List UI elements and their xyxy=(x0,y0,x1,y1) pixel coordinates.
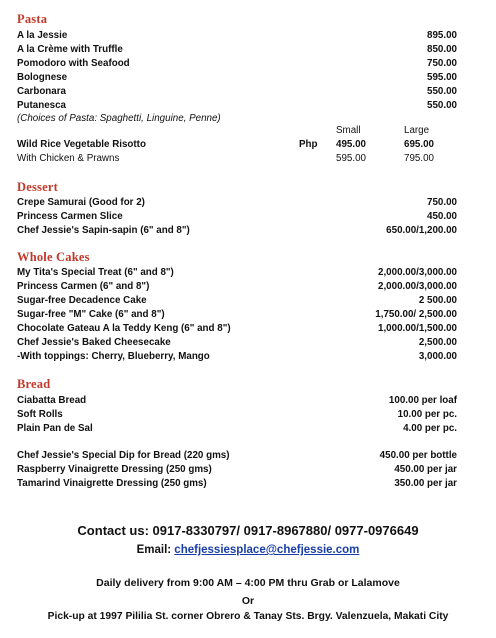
item-price: 2,000.00/3,000.00 xyxy=(378,267,457,278)
email-label: Email: xyxy=(136,544,175,556)
item-name: Princess Carmen Slice xyxy=(17,211,123,222)
item-name: Plain Pan de Sal xyxy=(17,423,93,434)
pasta-choices-note: (Choices of Pasta: Spaghetti, Linguine, Penne) xyxy=(17,113,221,124)
item-name: Raspberry Vinaigrette Dressing (250 gms) xyxy=(17,464,212,475)
item-name: Carbonara xyxy=(17,86,66,97)
item-price: 550.00 xyxy=(427,100,457,111)
currency-label: Php xyxy=(299,139,318,150)
item-price: 450.00 per bottle xyxy=(379,450,457,461)
item-price: 10.00 per pc. xyxy=(397,409,457,420)
item-name: -With toppings: Cherry, Blueberry, Mango xyxy=(17,351,210,362)
item-price: 2,000.00/3,000.00 xyxy=(378,281,457,292)
item-name: Princess Carmen (6" and 8") xyxy=(17,281,150,292)
small-size-label: Small xyxy=(336,125,361,136)
pickup-address: Pick-up at 1997 Pililia St. corner Obrero & Tanay Sts. Brgy. Valenzuela, Makati City xyxy=(47,611,449,622)
item-price: 895.00 xyxy=(427,30,457,41)
risotto-sub-small-price: 595.00 xyxy=(336,153,366,164)
item-price: 450.00 xyxy=(427,211,457,222)
item-name: Sugar-free "M" Cake (6" and 8") xyxy=(17,309,165,320)
item-name: Crepe Samurai (Good for 2) xyxy=(17,197,145,208)
item-price: 595.00 xyxy=(427,72,457,83)
item-name: Chef Jessie's Sapin-sapin (6" and 8") xyxy=(17,225,190,236)
item-name: A la Jessie xyxy=(17,30,68,41)
or-separator: Or xyxy=(241,595,255,607)
item-price: 350.00 per jar xyxy=(394,478,457,489)
whole-cakes-heading: Whole Cakes xyxy=(17,250,90,264)
item-price: 750.00 xyxy=(427,58,457,69)
item-price: 750.00 xyxy=(427,197,457,208)
item-price: 100.00 per loaf xyxy=(388,395,457,406)
item-price: 2 500.00 xyxy=(418,295,457,306)
item-name: My Tita's Special Treat (6" and 8") xyxy=(17,267,174,278)
item-name: Soft Rolls xyxy=(17,409,63,420)
item-name: Ciabatta Bread xyxy=(17,395,87,406)
item-price: 1,000.00/1,500.00 xyxy=(378,323,457,334)
large-size-label: Large xyxy=(404,125,430,136)
risotto-large-price: 695.00 xyxy=(404,139,434,150)
item-name: Bolognese xyxy=(17,72,68,83)
item-name: Wild Rice Vegetable Risotto xyxy=(17,139,146,150)
item-name: Chocolate Gateau A la Teddy Keng (6" and 8") xyxy=(17,323,231,334)
item-price: 550.00 xyxy=(427,86,457,97)
item-name: Sugar-free Decadence Cake xyxy=(17,295,147,306)
item-price: 4.00 per pc. xyxy=(403,423,457,434)
bread-heading: Bread xyxy=(17,377,51,391)
risotto-sub-large-price: 795.00 xyxy=(404,153,434,164)
email-link[interactable]: chefjessiesplace@chefjessie.com xyxy=(174,544,360,556)
pasta-heading: Pasta xyxy=(17,12,48,26)
item-price: 3,000.00 xyxy=(418,351,457,362)
item-price: 850.00 xyxy=(427,44,457,55)
item-name: Chef Jessie's Special Dip for Bread (220 gms) xyxy=(17,450,230,461)
contact-numbers: Contact us: 0917-8330797/ 0917-8967880/ 0977-0976649 xyxy=(77,523,419,538)
email-line xyxy=(0,544,496,556)
item-price: 650.00/1,200.00 xyxy=(386,225,457,236)
item-price: 450.00 per jar xyxy=(394,464,457,475)
item-name: Chef Jessie's Baked Cheesecake xyxy=(17,337,171,348)
item-name: Tamarind Vinaigrette Dressing (250 gms) xyxy=(17,478,207,489)
item-name: Pomodoro with Seafood xyxy=(17,58,130,69)
dessert-heading: Dessert xyxy=(17,180,58,194)
item-name: Putanesca xyxy=(17,100,67,111)
item-price: 2,500.00 xyxy=(418,337,457,348)
item-price: 1,750.00/ 2,500.00 xyxy=(375,309,457,320)
item-name: With Chicken & Prawns xyxy=(17,153,120,164)
delivery-info: Daily delivery from 9:00 AM – 4:00 PM thru Grab or Lalamove xyxy=(96,577,400,589)
risotto-small-price: 495.00 xyxy=(336,139,366,150)
item-name: A la Crème with Truffle xyxy=(17,44,123,55)
